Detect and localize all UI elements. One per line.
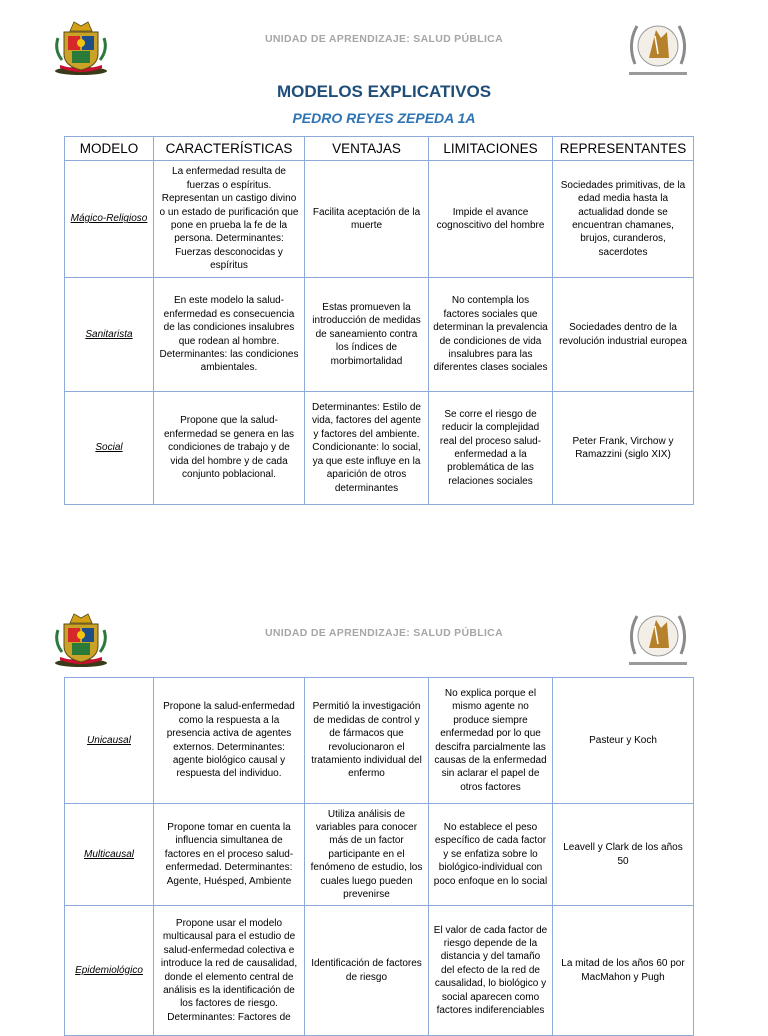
header-limitaciones: LIMITACIONES: [429, 137, 553, 161]
representantes-cell: Pasteur y Koch: [553, 678, 694, 804]
caracteristicas-cell: La enfermedad resulta de fuerzas o espíritus. Representan un castigo divino o un estado de purificación que pone en prueba la fe de la persona. Determinantes: Fuerzas desconocidas y espíritus: [154, 161, 305, 278]
ventajas-cell: Permitió la investigación de medidas de control y de fármacos que revolucionaron el tratamiento individual del enfermo: [305, 678, 429, 804]
limitaciones-cell: Impide el avance cognoscitivo del hombre: [429, 161, 553, 278]
model-name-cell: Sanitarista: [65, 278, 154, 392]
unit-header-text: UNIDAD DE APRENDIZAJE: SALUD PÚBLICA: [265, 627, 503, 639]
ventajas-cell: Utiliza análisis de variables para conocer más de un factor participante en el fenómeno de estudio, los cuales luego pueden prevenirse: [305, 804, 429, 906]
unit-header-text: UNIDAD DE APRENDIZAJE: SALUD PÚBLICA: [265, 33, 503, 45]
table-row: [65, 678, 694, 804]
document-title: MODELOS EXPLICATIVOS: [276, 82, 492, 101]
models-table-page-2: [64, 677, 694, 1036]
representantes-cell: La mitad de los años 60 por MacMahon y Pugh: [553, 906, 694, 1036]
limitaciones-cell: No establece el peso específico de cada factor y se enfatiza sobre lo biológico-individual con poco enfoque en lo social: [429, 804, 553, 906]
caracteristicas-cell: Propone que la salud-enfermedad se genera en las condiciones de trabajo y de vida del hombre y de cada conjunto poblacional.: [154, 392, 305, 505]
page-header: [0, 602, 768, 672]
caracteristicas-cell: Propone la salud-enfermedad como la respuesta a la presencia activa de agentes externos. Determinantes: agente biológico causal y respuesta del individuo.: [154, 678, 305, 804]
representantes-cell: Leavell y Clark de los años 50: [553, 804, 694, 906]
page-header: [0, 12, 768, 82]
academic-unit-seal-icon: [625, 14, 691, 80]
model-name-cell: Multicausal: [65, 804, 154, 906]
ventajas-cell: Estas promueven la introducción de medidas de saneamiento contra los índices de morbimortalidad: [305, 278, 429, 392]
representantes-cell: Peter Frank, Virchow y Ramazzini (siglo XIX): [553, 392, 694, 505]
table-row: [65, 278, 694, 392]
representantes-cell: Sociedades primitivas, de la edad media hasta la actualidad donde se encuentran chamanes, brujos, curanderos, sacerdotes: [553, 161, 694, 278]
model-name-cell: Mágico-Religioso: [65, 161, 154, 278]
university-crest-icon: [52, 16, 110, 76]
caracteristicas-cell: Propone usar el modelo multicausal para el estudio de salud-enfermedad colectiva e introduce la red de causalidad, donde el elemento central de análisis es la identificación de los factores de riesgo. Determinantes: Factores de: [154, 906, 305, 1036]
table-header-row: [65, 137, 694, 161]
table-row: [65, 804, 694, 906]
header-modelo: MODELO: [65, 137, 154, 161]
model-name-cell: Epidemiológico: [65, 906, 154, 1036]
header-caracteristicas: CARACTERÍSTICAS: [154, 137, 305, 161]
academic-unit-seal-icon: [625, 604, 691, 670]
model-name-cell: Social: [65, 392, 154, 505]
table-row: [65, 906, 694, 1036]
table-row: [65, 161, 694, 278]
model-name-cell: Unicausal: [65, 678, 154, 804]
ventajas-cell: Determinantes: Estilo de vida, factores del agente y factores del ambiente. Condicionante: lo social, ya que este influye en la aparición de otros determinantes: [305, 392, 429, 505]
limitaciones-cell: No explica porque el mismo agente no produce siempre enfermedad por lo que descifra parcialmente las causas de la enfermedad sin aclarar el papel de otros factores: [429, 678, 553, 804]
limitaciones-cell: Se corre el riesgo de reducir la complejidad real del proceso salud-enfermedad a la problemática de las relaciones sociales: [429, 392, 553, 505]
ventajas-cell: Identificación de factores de riesgo: [305, 906, 429, 1036]
ventajas-cell: Facilita aceptación de la muerte: [305, 161, 429, 278]
header-representantes: REPRESENTANTES: [553, 137, 694, 161]
table-row: [65, 392, 694, 505]
caracteristicas-cell: En este modelo la salud-enfermedad es consecuencia de las condiciones insalubres que rodean al hombre. Determinantes: las condiciones ambientales.: [154, 278, 305, 392]
models-table-page-1: [64, 136, 694, 505]
document-subtitle: PEDRO REYES ZEPEDA 1A: [292, 110, 476, 126]
header-ventajas: VENTAJAS: [305, 137, 429, 161]
representantes-cell: Sociedades dentro de la revolución industrial europea: [553, 278, 694, 392]
caracteristicas-cell: Propone tomar en cuenta la influencia simultanea de factores en el proceso salud-enfermedad. Determinantes: Agente, Huésped, Ambiente: [154, 804, 305, 906]
limitaciones-cell: No contempla los factores sociales que determinan la prevalencia de condiciones de vida insalubres para las diferentes clases sociales: [429, 278, 553, 392]
limitaciones-cell: El valor de cada factor de riesgo depende de la distancia y del tamaño del efecto de la red de causalidad, lo biológico y social aparecen como factores indiferenciables: [429, 906, 553, 1036]
